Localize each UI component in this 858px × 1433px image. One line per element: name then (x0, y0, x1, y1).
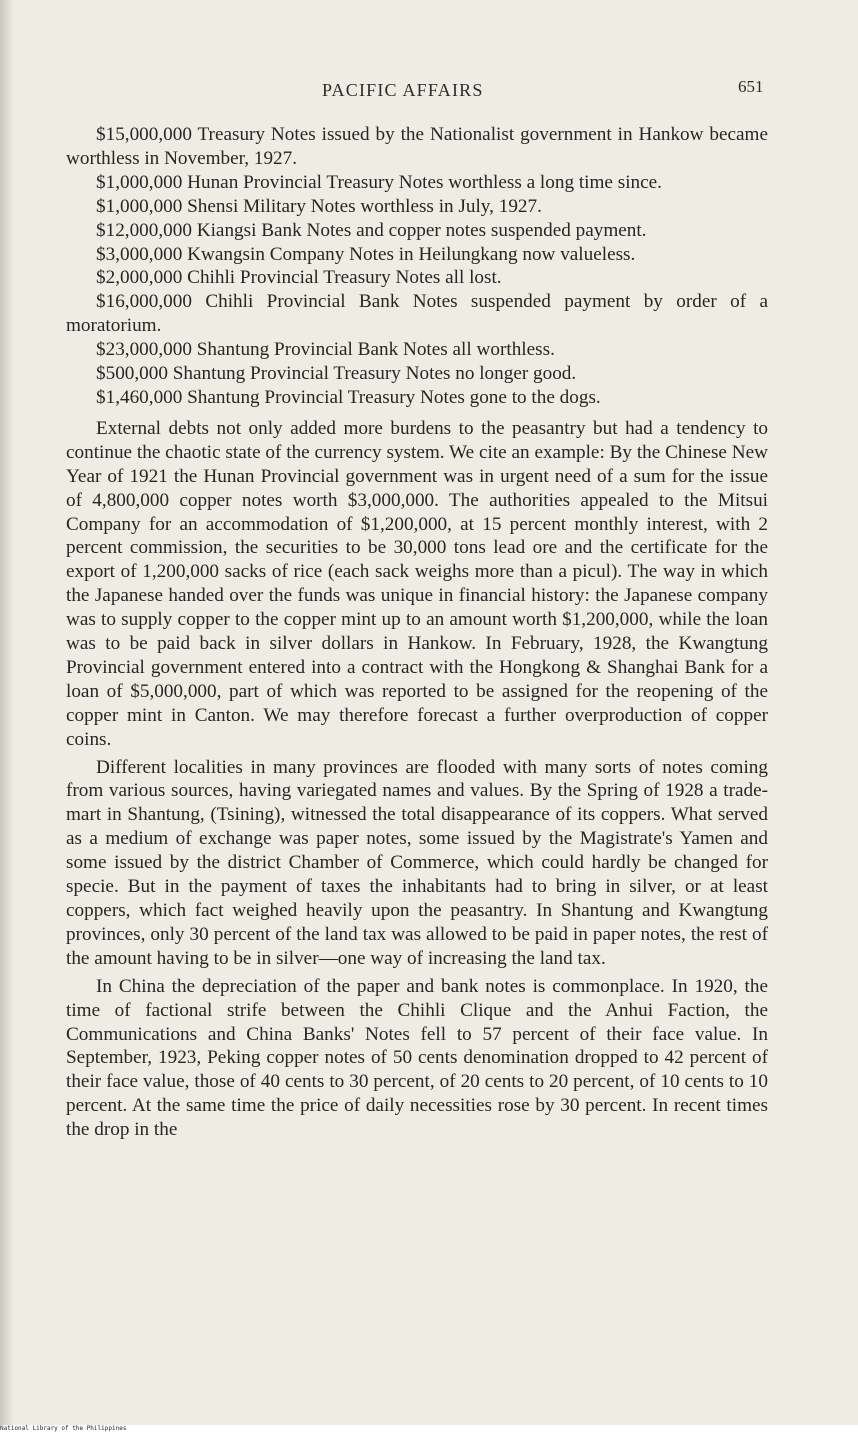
note-list-item: $12,000,000 Kiangsi Bank Notes and copper notes suspended payment. (96, 219, 647, 241)
note-list-item: $500,000 Shantung Provincial Treasury Notes no longer good. (96, 363, 577, 385)
library-credit: National Library of the Philippines (0, 1425, 127, 1432)
note-list-item: $16,000,000 Chihli Provincial Bank Notes suspended payment by order of a moratorium. (66, 291, 768, 337)
note-list-item: $3,000,000 Kwangsin Company Notes in Heilungkang now valueless. (96, 243, 636, 265)
note-list (66, 123, 768, 410)
binding-shadow (0, 0, 14, 1425)
note-list-item: $23,000,000 Shantung Provincial Bank Notes all worthless. (96, 339, 555, 361)
note-list-item: $1,000,000 Hunan Provincial Treasury Notes worthless a long time since. (96, 171, 662, 193)
note-list-item: $1,000,000 Shensi Military Notes worthless in July, 1927. (96, 195, 542, 217)
footer-strip (0, 1425, 858, 1433)
article-body (66, 123, 768, 1142)
note-list-item: $2,000,000 Chihli Provincial Treasury Notes all lost. (96, 267, 502, 289)
paragraph-local-notes: Different localities in many provinces are flooded with many sorts of notes coming from various sources, having variegated names and values. By the Spring of 1928 a trade-mart in Shantung, (Tsining), witnessed the total disappearance of its coppers. What served as a medium of exchange was paper notes, some issued by the Magistrate's Yamen and some issued by the district Chamber of Commerce, which could hardly be changed for specie. But in the payment of taxes the inhabitants had to bring in silver, or at least coppers, which fact weighed heavily upon the peasantry. In Shantung and Kwangtung provinces, only 30 percent of the land tax was allowed to be paid in paper notes, the rest of the amount having to be in silver—one way of increasing the land tax. (66, 756, 768, 969)
note-list-item: $1,460,000 Shantung Provincial Treasury Notes gone to the dogs. (96, 386, 601, 408)
page-number: 651 (738, 77, 764, 96)
note-list-item: $15,000,000 Treasury Notes issued by the Nationalist government in Hankow became worthless in November, 1927. (66, 124, 768, 169)
running-head: PACIFIC AFFAIRS (322, 80, 484, 100)
paragraph-depreciation: In China the depreciation of the paper and bank notes is commonplace. In 1920, the time of factional strife between the Chihli Clique and the Anhui Faction, the Communications and China Banks' Notes fell to 57 percent of their face value. In September, 1923, Peking copper notes of 50 cents denomination dropped to 42 percent of their face value, those of 40 cents to 30 percent, of 20 cents to 20 percent, of 10 cents to 10 percent. At the same time the price of daily necessities rose by 30 percent. In recent times the drop in the (66, 975, 768, 1141)
paragraph-external-debts: External debts not only added more burdens to the peasantry but had a tendency to continue the chaotic state of the currency system. We cite an example: By the Chinese New Year of 1921 the Hunan Provincial government was in urgent need of a sum for the issue of 4,800,000 copper notes worth $3,000,000. The authorities appealed to the Mitsui Company for an accommodation of $1,200,000, at 15 percent monthly interest, with 2 percent commission, the securities to be 30,000 tons lead ore and the certificate for the export of 1,200,000 sacks of rice (each sack weighs more than a picul). The way in which the Japanese handed over the funds was unique in financial history: the Japanese company was to supply copper to the copper mint up to an amount worth $1,200,000, while the loan was to be paid back in silver dollars in Hankow. In February, 1928, the Kwangtung Provincial government entered into a contract with the Hongkong & Shanghai Bank for a loan of $5,000,000, part of which was reported to be assigned for the reopening of the copper mint in Canton. We may therefore forecast a further overproduction of copper coins. (66, 417, 768, 750)
